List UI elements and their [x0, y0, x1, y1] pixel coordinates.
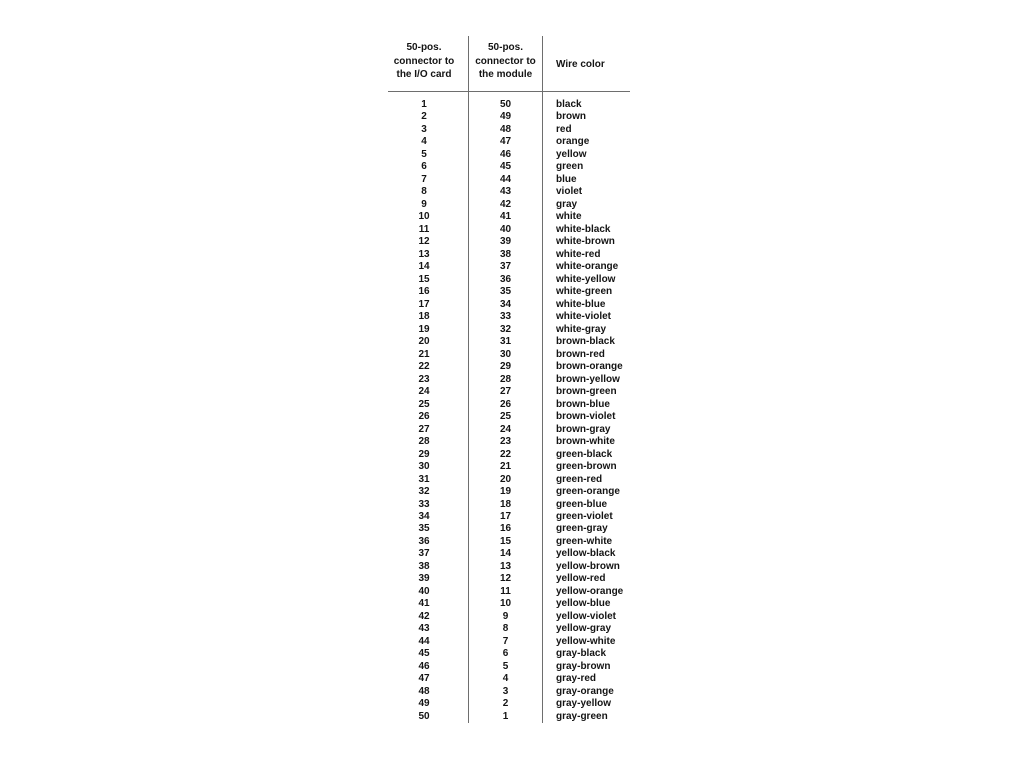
- column-cells-module: [469, 99, 542, 723]
- wire-color-cell: yellow-gray: [556, 623, 612, 635]
- wire-color-cell: white-yellow: [556, 273, 616, 285]
- wire-color-cell: brown: [556, 111, 586, 123]
- io-card-pin-cell: 48: [418, 685, 430, 697]
- io-card-pin-cell: 42: [418, 610, 430, 622]
- wire-color-cell: black: [556, 99, 582, 110]
- wire-color-cell: white-red: [556, 248, 601, 260]
- module-pin-cell: 33: [499, 311, 512, 323]
- wire-color-cell: yellow-red: [556, 573, 606, 585]
- io-card-pin-cell: 3: [421, 123, 427, 135]
- io-card-pin-cell: 18: [418, 311, 430, 323]
- io-card-pin-cell: 2: [421, 111, 427, 123]
- io-card-pin-cell: 27: [418, 423, 430, 435]
- module-pin-cell: 18: [499, 498, 512, 510]
- module-pin-cell: 37: [499, 261, 512, 273]
- wire-color-cell: green-violet: [556, 510, 613, 522]
- io-card-pin-cell: 29: [418, 448, 430, 460]
- io-card-pin-cell: 23: [418, 373, 430, 385]
- wire-color-cell: brown-blue: [556, 398, 610, 410]
- wire-color-cell: white-black: [556, 223, 611, 235]
- module-pin-cell: 12: [499, 573, 512, 585]
- wire-color-cell: white-orange: [556, 261, 619, 273]
- io-card-pin-cell: 50: [418, 710, 430, 722]
- module-pin-cell: 17: [499, 510, 512, 522]
- io-card-pin-cell: 34: [418, 510, 430, 522]
- module-pin-cell: 20: [499, 473, 512, 485]
- wire-color-cell: gray-orange: [556, 685, 614, 697]
- module-pin-cell: 1: [502, 710, 509, 722]
- module-pin-cell: 49: [499, 111, 512, 123]
- module-pin-cell: 19: [499, 486, 512, 498]
- module-pin-cell: 38: [499, 248, 512, 260]
- io-card-pin-cell: 9: [421, 198, 427, 210]
- wire-color-table: [388, 36, 660, 723]
- io-card-pin-cell: 10: [418, 211, 430, 223]
- wire-color-cell: green: [556, 161, 584, 173]
- wire-color-cell: green-red: [556, 473, 603, 485]
- wire-color-cell: brown-green: [556, 386, 617, 398]
- io-card-pin-cell: 6: [421, 161, 427, 173]
- module-pin-cell: 32: [499, 323, 512, 335]
- column-header-io-card: [388, 36, 460, 99]
- io-card-pin-cell: 43: [418, 623, 430, 635]
- module-pin-cell: 35: [499, 286, 512, 298]
- io-card-pin-cell: 14: [418, 261, 430, 273]
- wire-color-cell: brown-yellow: [556, 373, 620, 385]
- module-pin-cell: 25: [499, 411, 512, 423]
- io-card-pin-cell: 32: [418, 486, 430, 498]
- module-pin-cell: 46: [499, 148, 512, 160]
- wire-color-cell: yellow: [556, 148, 587, 160]
- module-pin-cell: 26: [499, 398, 512, 410]
- io-card-pin-cell: 19: [418, 323, 430, 335]
- module-pin-cell: 45: [499, 161, 512, 173]
- wire-color-cell: blue: [556, 173, 577, 185]
- io-card-pin-cell: 21: [418, 348, 430, 360]
- module-pin-cell: 31: [499, 336, 512, 348]
- column-cells-io-card: [388, 99, 460, 723]
- header-line: Wire color: [556, 59, 605, 70]
- column-wire-color: [543, 36, 660, 723]
- wire-color-cell: white-gray: [556, 323, 607, 335]
- module-pin-cell: 30: [499, 348, 512, 360]
- io-card-pin-cell: 17: [418, 298, 430, 310]
- io-card-pin-cell: 28: [418, 436, 430, 448]
- wire-color-cell: white-green: [556, 286, 613, 298]
- module-pin-cell: 44: [499, 173, 512, 185]
- module-pin-cell: 47: [499, 136, 512, 148]
- wire-color-cell: red: [556, 123, 572, 135]
- module-pin-cell: 3: [502, 685, 509, 697]
- wire-color-cell: orange: [556, 136, 590, 148]
- io-card-pin-cell: 15: [418, 273, 430, 285]
- io-card-pin-cell: 16: [418, 286, 430, 298]
- io-card-pin-cell: 22: [418, 361, 430, 373]
- header-line: 50-pos.: [406, 42, 442, 53]
- wire-color-cell: gray-yellow: [556, 698, 612, 710]
- module-pin-cell: 34: [499, 298, 512, 310]
- wire-color-cell: green-white: [556, 535, 613, 547]
- module-pin-cell: 7: [502, 635, 509, 647]
- io-card-pin-cell: 1: [421, 99, 427, 110]
- io-card-pin-cell: 40: [418, 585, 430, 597]
- io-card-pin-cell: 47: [418, 673, 430, 685]
- wire-color-cell: violet: [556, 186, 583, 198]
- wire-color-cell: white-violet: [556, 311, 612, 323]
- module-pin-cell: 13: [499, 560, 512, 572]
- wire-color-cell: yellow-blue: [556, 598, 611, 610]
- io-card-pin-cell: 39: [418, 573, 430, 585]
- header-line: connector to: [393, 55, 455, 67]
- module-pin-cell: 4: [502, 673, 509, 685]
- wire-color-cell: white: [556, 211, 582, 223]
- module-pin-cell: 11: [500, 585, 511, 597]
- wire-color-cell: yellow-black: [556, 548, 616, 560]
- io-card-pin-cell: 13: [418, 248, 430, 260]
- io-card-pin-cell: 38: [418, 560, 430, 572]
- wire-color-cell: yellow-white: [556, 635, 616, 647]
- module-pin-cell: 43: [499, 186, 512, 198]
- module-pin-cell: 24: [499, 423, 512, 435]
- io-card-pin-cell: 46: [418, 660, 430, 672]
- module-pin-cell: 40: [499, 223, 512, 235]
- io-card-pin-cell: 36: [418, 535, 430, 547]
- io-card-pin-cell: 31: [418, 473, 430, 485]
- wire-color-cell: gray-red: [556, 673, 597, 685]
- column-module: [468, 36, 543, 723]
- io-card-pin-cell: 35: [418, 523, 430, 535]
- module-pin-cell: 29: [499, 361, 512, 373]
- module-pin-cell: 22: [499, 448, 512, 460]
- wire-color-cell: yellow-brown: [556, 560, 620, 572]
- wire-color-cell: brown-violet: [556, 411, 616, 423]
- wire-color-cell: green-blue: [556, 498, 608, 510]
- column-header-wire-color: [556, 36, 660, 99]
- module-pin-cell: 6: [502, 648, 509, 660]
- wire-color-cell: brown-black: [556, 336, 615, 348]
- io-card-pin-cell: 24: [418, 386, 430, 398]
- wire-color-cell: white-blue: [556, 298, 606, 310]
- module-pin-cell: 36: [499, 273, 512, 285]
- module-pin-cell: 10: [499, 598, 512, 610]
- wire-color-cell: yellow-violet: [556, 610, 617, 622]
- wire-color-cell: green-brown: [556, 461, 617, 473]
- column-header-module: [469, 36, 542, 99]
- module-pin-cell: 27: [499, 386, 512, 398]
- module-pin-cell: 8: [502, 623, 509, 635]
- module-pin-cell: 9: [502, 610, 509, 622]
- io-card-pin-cell: 30: [418, 461, 430, 473]
- wire-color-cell: gray-black: [556, 648, 607, 660]
- column-cells-wire-color: [556, 99, 660, 723]
- wire-color-cell: brown-gray: [556, 423, 611, 435]
- header-line: connector to: [475, 55, 536, 67]
- header-divider-line: [388, 91, 630, 92]
- io-card-pin-cell: 4: [421, 136, 427, 148]
- wire-color-cell: gray-green: [556, 710, 608, 722]
- module-pin-cell: 5: [502, 660, 509, 672]
- header-line: the I/O card: [396, 69, 452, 80]
- module-pin-cell: 41: [499, 211, 512, 223]
- io-card-pin-cell: 7: [421, 173, 427, 185]
- module-pin-cell: 39: [499, 236, 512, 248]
- io-card-pin-cell: 33: [418, 498, 430, 510]
- module-pin-cell: 42: [499, 198, 512, 210]
- module-pin-cell: 23: [499, 436, 512, 448]
- wire-color-cell: gray-brown: [556, 660, 611, 672]
- io-card-pin-cell: 12: [418, 236, 430, 248]
- io-card-pin-cell: 41: [418, 598, 430, 610]
- wire-color-cell: gray: [556, 198, 578, 210]
- module-pin-cell: 48: [499, 123, 512, 135]
- wire-color-cell: brown-white: [556, 436, 615, 448]
- module-pin-cell: 2: [502, 698, 509, 710]
- wire-color-cell: green-orange: [556, 486, 620, 498]
- io-card-pin-cell: 8: [421, 186, 427, 198]
- module-pin-cell: 28: [499, 373, 512, 385]
- io-card-pin-cell: 44: [418, 635, 430, 647]
- io-card-pin-cell: 37: [418, 548, 430, 560]
- wire-color-cell: brown-orange: [556, 361, 623, 373]
- module-pin-cell: 15: [499, 535, 512, 547]
- module-pin-cell: 21: [499, 461, 512, 473]
- io-card-pin-cell: 49: [418, 698, 430, 710]
- header-line: the module: [478, 69, 533, 80]
- io-card-pin-cell: 20: [418, 336, 430, 348]
- io-card-pin-cell: 11: [418, 223, 430, 235]
- wire-color-cell: white-brown: [556, 236, 615, 248]
- io-card-pin-cell: 45: [418, 648, 430, 660]
- io-card-pin-cell: 25: [418, 398, 430, 410]
- io-card-pin-cell: 5: [421, 148, 427, 160]
- header-line: 50-pos.: [487, 42, 523, 53]
- wire-color-cell: green-black: [556, 448, 613, 460]
- wire-color-cell: green-gray: [556, 523, 608, 535]
- module-pin-cell: 50: [499, 99, 512, 110]
- module-pin-cell: 14: [499, 548, 512, 560]
- io-card-pin-cell: 26: [418, 411, 430, 423]
- module-pin-cell: 16: [499, 523, 512, 535]
- column-io-card: [388, 36, 460, 723]
- wire-color-cell: yellow-orange: [556, 585, 624, 597]
- wire-color-cell: brown-red: [556, 348, 605, 360]
